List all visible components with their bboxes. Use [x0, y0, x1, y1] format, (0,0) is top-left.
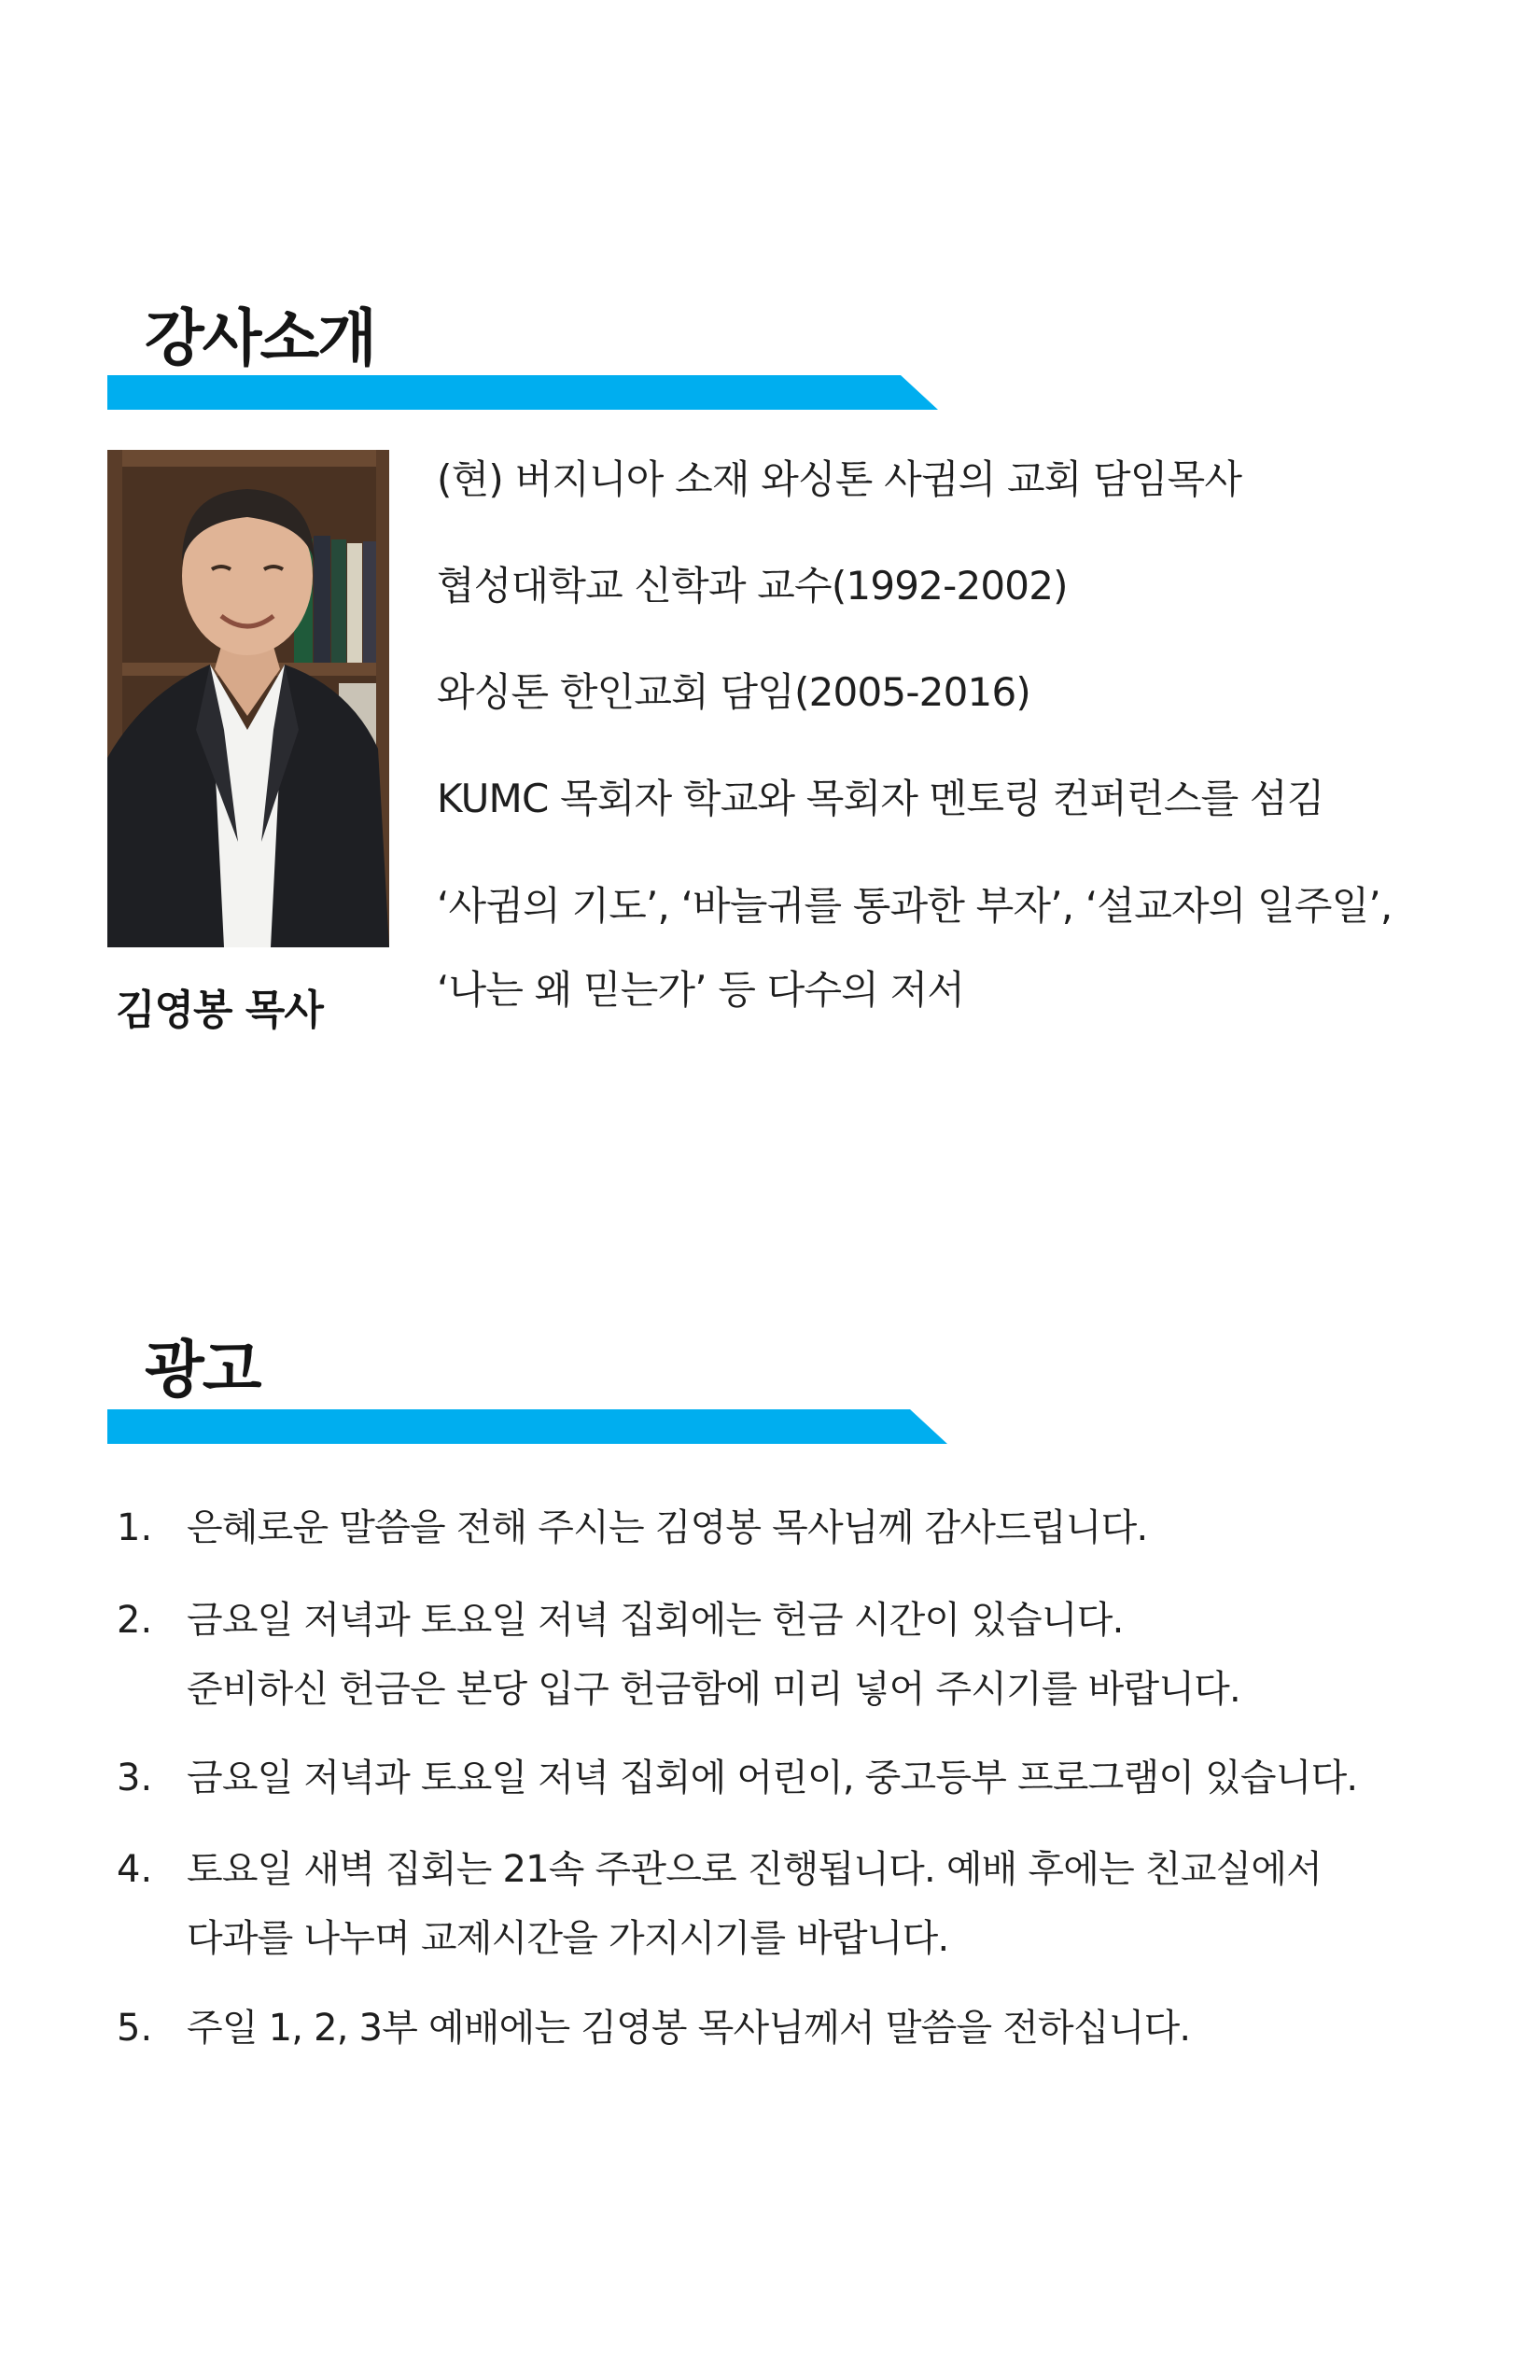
bio-line: ‘나는 왜 믿는가’ 등 다수의 저서 — [437, 967, 965, 1013]
notice-number: 1. — [117, 1506, 153, 1549]
notice-text — [187, 1994, 1190, 2063]
bio-line: KUMC 목회자 학교와 목회자 멘토링 컨퍼런스를 섬김 — [437, 776, 1324, 821]
notice-number: 3. — [117, 1757, 153, 1799]
speaker-portrait — [107, 450, 389, 947]
notice-line: 금요일 저녁과 토요일 저녁 집회에는 헌금 시간이 있습니다. — [187, 1599, 1124, 1642]
bio-line: ‘사귐의 기도’, ‘바늘귀를 통과한 부자’, ‘설교자의 일주일’, — [437, 883, 1393, 929]
notice-line: 다과를 나누며 교제시간을 가지시기를 바랍니다. — [187, 1917, 949, 1960]
bio-line: 와싱톤 한인교회 담임(2005-2016) — [437, 669, 1030, 715]
speaker-section-heading: 강사소개 — [145, 302, 376, 374]
notice-text — [187, 1835, 1322, 1973]
notice-text — [187, 1493, 1147, 1562]
notice-line: 금요일 저녁과 토요일 저녁 집회에 어린이, 중고등부 프로그램이 있습니다. — [187, 1757, 1358, 1799]
notice-number: 4. — [117, 1848, 153, 1891]
notice-text — [187, 1586, 1240, 1724]
notice-line: 토요일 새벽 집회는 21속 주관으로 진행됩니다. 예배 후에는 친교실에서 — [187, 1848, 1323, 1891]
notice-section-heading: 광고 — [145, 1334, 260, 1406]
bio-line: 협성대학교 신학과 교수(1992-2002) — [437, 563, 1068, 609]
notice-text — [187, 1743, 1357, 1813]
bio-line: (현) 버지니아 소재 와싱톤 사귐의 교회 담임목사 — [437, 456, 1242, 502]
notice-line: 은혜로운 말씀을 전해 주시는 김영봉 목사님께 감사드립니다. — [187, 1506, 1148, 1549]
notice-number: 2. — [117, 1599, 153, 1642]
notice-line: 준비하신 헌금은 본당 입구 헌금함에 미리 넣어 주시기를 바랍니다. — [187, 1668, 1240, 1711]
speaker-heading-bar — [107, 375, 938, 410]
speaker-name: 김영봉 목사 — [116, 987, 323, 1034]
notice-number: 5. — [117, 2007, 153, 2050]
notice-heading-bar — [107, 1409, 947, 1444]
notice-line: 주일 1, 2, 3부 예배에는 김영봉 목사님께서 말씀을 전하십니다. — [187, 2007, 1191, 2050]
